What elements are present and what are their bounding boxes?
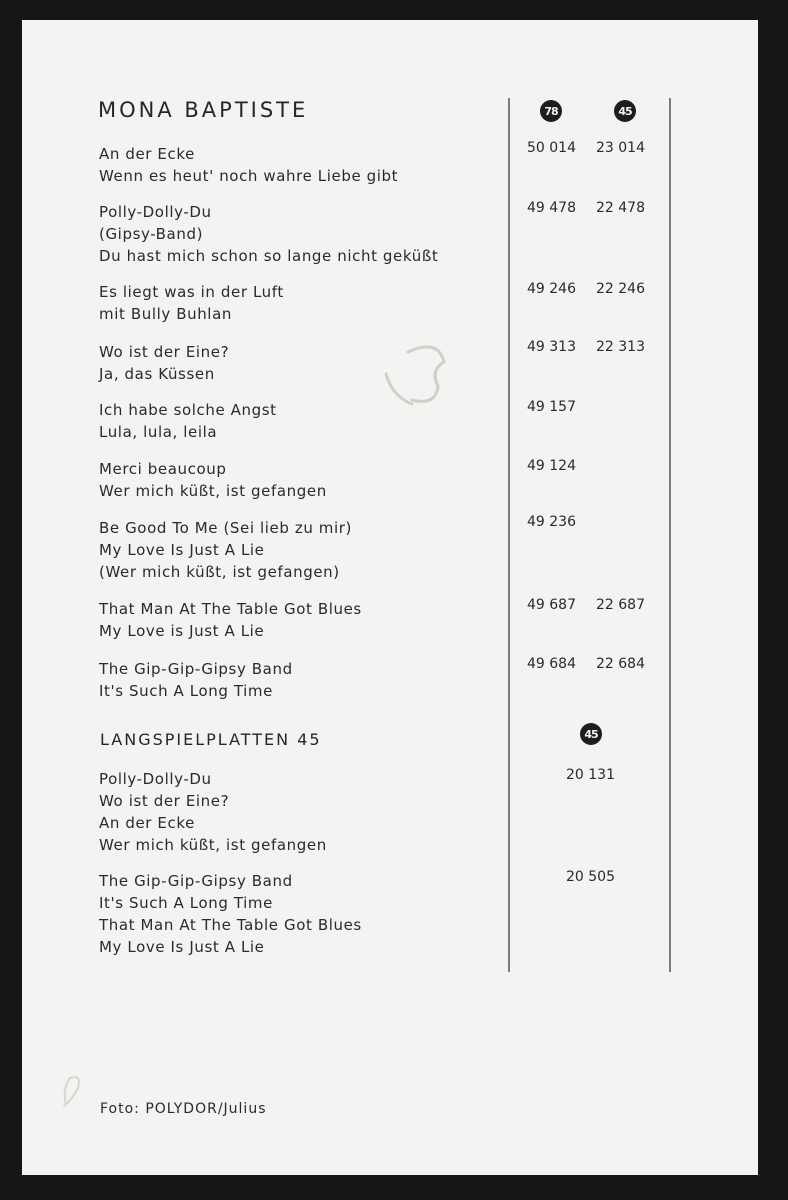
lp-entry <box>99 870 362 958</box>
song-line: The Gip-Gip-Gipsy Band <box>99 660 293 678</box>
catalog-45: 22 246 <box>596 281 645 297</box>
song-line: It's Such A Long Time <box>99 682 273 700</box>
photo-credit: Foto: POLYDOR/Julius <box>100 1101 267 1117</box>
lp-entry <box>99 768 327 856</box>
catalog-45: 22 684 <box>596 656 645 672</box>
single-entry <box>99 201 438 267</box>
song-line: (Wer mich küßt, ist gefangen) <box>99 563 340 581</box>
catalog-78: 49 684 <box>527 656 576 672</box>
song-line: Wenn es heut' noch wahre Liebe gibt <box>99 167 399 185</box>
lp-catalog-number: 20 131 <box>566 767 615 783</box>
song-line: That Man At The Table Got Blues <box>99 600 362 618</box>
song-line: mit Bully Buhlan <box>99 305 232 323</box>
catalog-45: 22 687 <box>596 597 645 613</box>
column-divider-right <box>669 98 671 972</box>
song-line: Ich habe solche Angst <box>99 401 277 419</box>
speed-45-badge: 45 <box>614 100 636 122</box>
song-line: An der Ecke <box>99 145 195 163</box>
song-line: Wer mich küßt, ist gefangen <box>99 482 327 500</box>
catalog-45: 22 313 <box>596 339 645 355</box>
song-line: That Man At The Table Got Blues <box>99 916 362 934</box>
lp-catalog-number: 20 505 <box>566 869 615 885</box>
song-line: My Love is Just A Lie <box>99 622 265 640</box>
song-line: Es liegt was in der Luft <box>99 283 284 301</box>
catalog-78: 49 124 <box>527 458 576 474</box>
lp-45-badge: 45 <box>580 723 602 745</box>
song-line: It's Such A Long Time <box>99 894 273 912</box>
catalog-45: 22 478 <box>596 200 645 216</box>
song-line: Be Good To Me (Sei lieb zu mir) <box>99 519 352 537</box>
song-line: Du hast mich schon so lange nicht geküßt <box>99 247 439 265</box>
song-line: My Love Is Just A Lie <box>99 938 265 956</box>
catalog-45: 23 014 <box>596 140 645 156</box>
song-line: Wo ist der Eine? <box>99 792 230 810</box>
catalog-78: 49 687 <box>527 597 576 613</box>
single-entry <box>99 517 352 583</box>
single-entry <box>99 458 327 502</box>
single-entry <box>99 399 277 443</box>
single-entry <box>99 341 229 385</box>
catalog-78: 49 157 <box>527 399 576 415</box>
song-line: Merci beaucoup <box>99 460 227 478</box>
song-line: Polly-Dolly-Du <box>99 203 212 221</box>
catalog-78: 49 313 <box>527 339 576 355</box>
single-entry <box>99 281 284 325</box>
song-line: An der Ecke <box>99 814 195 832</box>
single-entry <box>99 658 293 702</box>
song-line: Lula, lula, leila <box>99 423 218 441</box>
song-line: Wo ist der Eine? <box>99 343 230 361</box>
catalog-78: 49 246 <box>527 281 576 297</box>
song-line: The Gip-Gip-Gipsy Band <box>99 872 293 890</box>
speed-78-badge: 78 <box>540 100 562 122</box>
song-line: My Love Is Just A Lie <box>99 541 265 559</box>
song-line: (Gipsy-Band) <box>99 225 204 243</box>
catalog-78: 50 014 <box>527 140 576 156</box>
pencil-scribble <box>56 1070 86 1110</box>
catalog-78: 49 236 <box>527 514 576 530</box>
song-line: Wer mich küßt, ist gefangen <box>99 836 327 854</box>
artist-title: MONA BAPTISTE <box>98 98 309 122</box>
column-divider-left <box>508 98 510 972</box>
lp-section-heading: LANGSPIELPLATTEN 45 <box>100 730 322 749</box>
single-entry <box>99 598 362 642</box>
catalog-78: 49 478 <box>527 200 576 216</box>
pencil-scribble <box>378 334 458 414</box>
song-line: Ja, das Küssen <box>99 365 215 383</box>
song-line: Polly-Dolly-Du <box>99 770 212 788</box>
single-entry <box>99 143 398 187</box>
